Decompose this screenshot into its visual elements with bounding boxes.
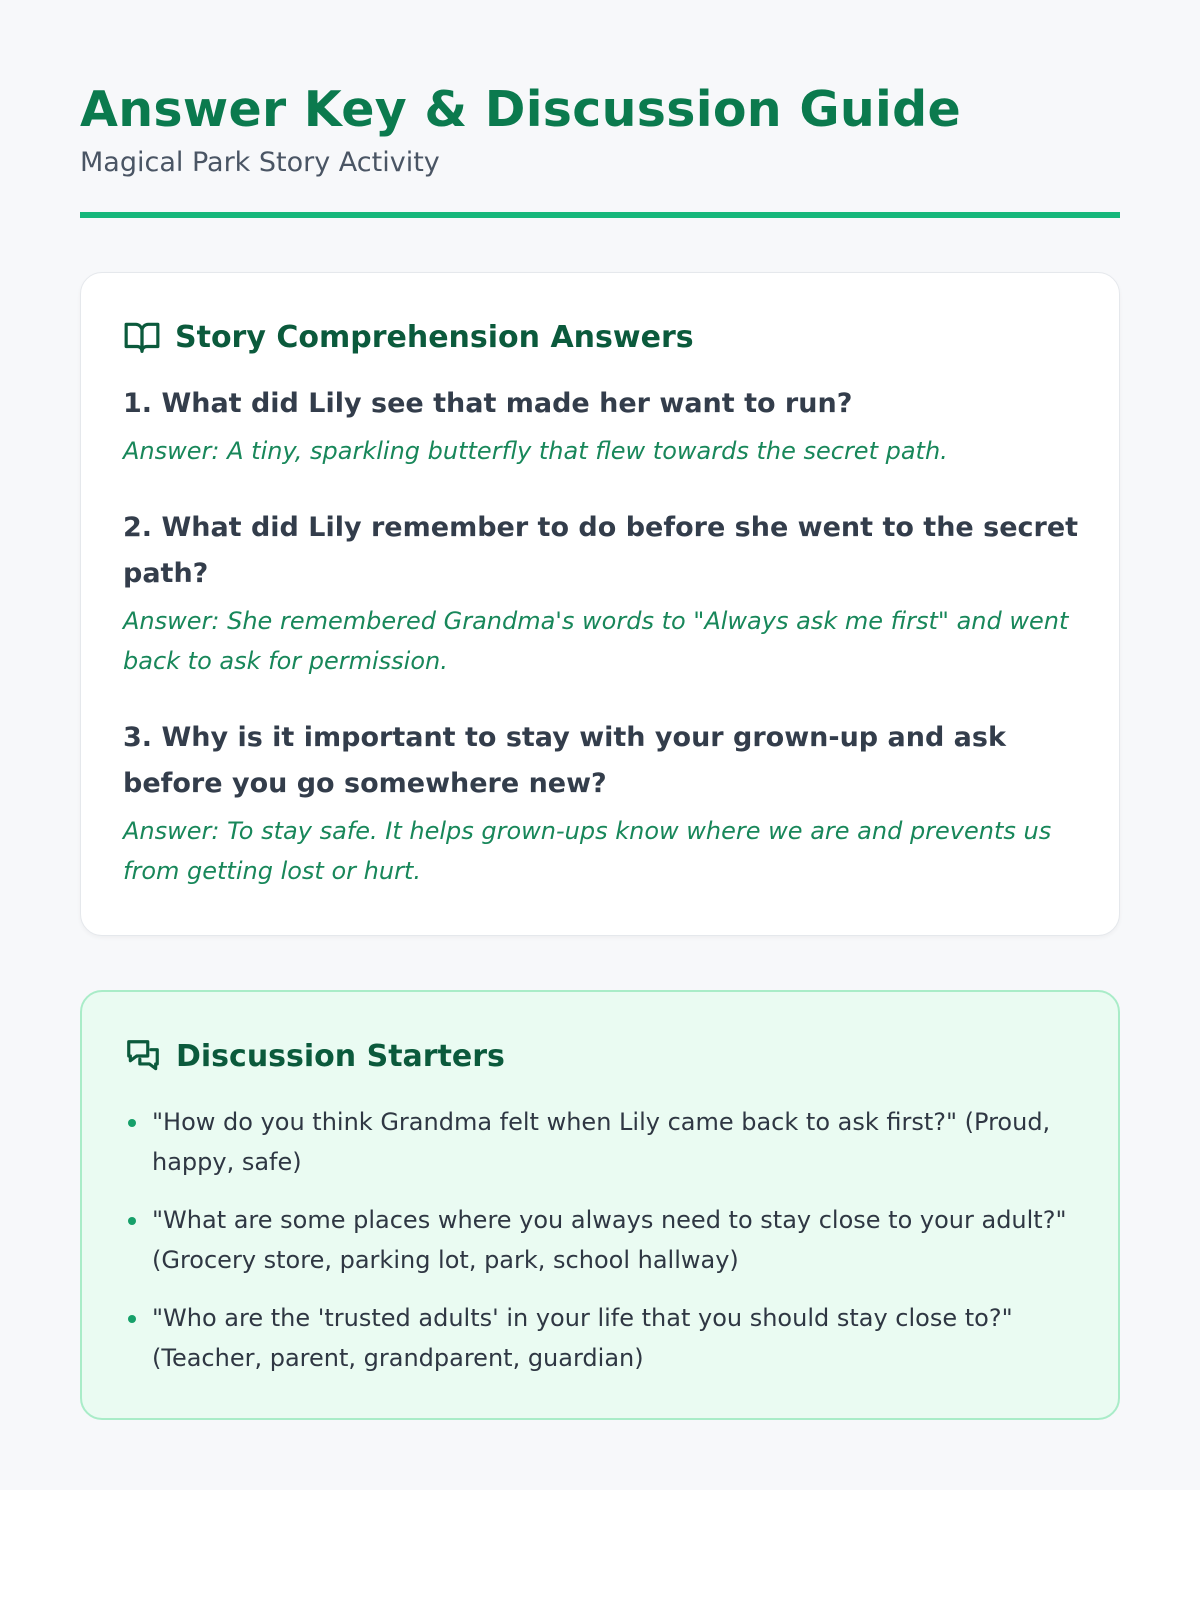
comprehension-answers-card (80, 272, 1120, 936)
bullet-icon (128, 1315, 136, 1323)
discussion-text: "How do you think Grandma felt when Lily came back to ask first?" (Proud, happy, safe) (152, 1108, 1051, 1176)
discussion-heading-row (124, 1032, 1078, 1080)
page-header (80, 76, 1120, 218)
chat-bubbles-icon (124, 1037, 162, 1075)
answer-text: Answer: To stay safe. It helps grown-ups know where we are and prevents us from getting lost or hurt. (123, 817, 1052, 885)
discussion-heading: Discussion Starters (176, 1038, 505, 1074)
discussion-starters-card (80, 990, 1120, 1420)
comprehension-heading: Story Comprehension Answers (175, 319, 694, 355)
page-subtitle: Magical Park Story Activity (80, 147, 440, 178)
qa-item (123, 505, 1079, 681)
question-text: 3. Why is it important to stay with your grown-up and ask before you go somewhere new? (123, 722, 1006, 799)
qa-item (123, 715, 1079, 891)
list-item (124, 1200, 1078, 1280)
bullet-icon (128, 1217, 136, 1225)
list-item (124, 1298, 1078, 1378)
discussion-list (124, 1102, 1078, 1378)
answer-text: Answer: A tiny, sparkling butterfly that flew towards the secret path. (123, 437, 948, 465)
comprehension-heading-row (123, 313, 1079, 361)
question-text: 2. What did Lily remember to do before she went to the secret path? (123, 512, 1079, 589)
question-text: 1. What did Lily see that made her want to run? (123, 388, 853, 419)
bullet-icon (128, 1119, 136, 1127)
open-book-icon (123, 318, 161, 356)
discussion-text: "Who are the 'trusted adults' in your life that you should stay close to?" (Teacher, parent, grandparent, guardian) (152, 1304, 1013, 1372)
list-item (124, 1102, 1078, 1182)
qa-item (123, 381, 1079, 471)
page-title: Answer Key & Discussion Guide (80, 81, 962, 138)
discussion-text: "What are some places where you always need to stay close to your adult?" (Grocery store, parking lot, park, school hallway) (152, 1206, 1067, 1274)
answer-text: Answer: She remembered Grandma's words to "Always ask me first" and went back to ask for permission. (123, 607, 1069, 675)
header-divider (80, 212, 1120, 218)
